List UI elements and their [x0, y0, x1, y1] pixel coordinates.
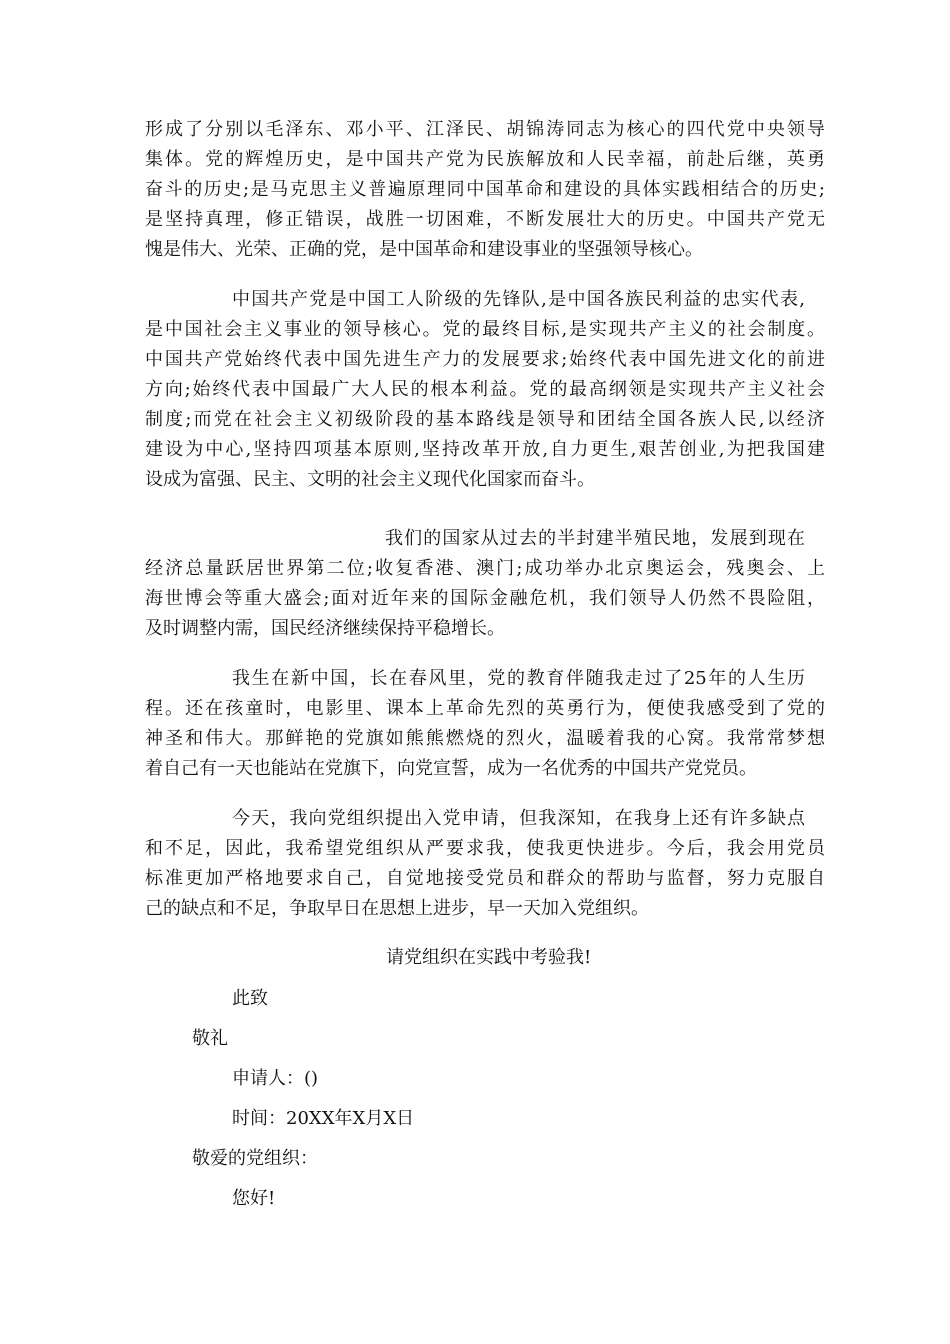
date-line: 时间：20XX年X月X日 [232, 1108, 415, 1129]
applicant-line: 申请人：() [232, 1068, 319, 1089]
paragraph-1-line-4: 是坚持真理，修正错误，战胜一切困难，不断发展壮大的历史。中国共产党无 [145, 209, 825, 230]
paragraph-4-line-4: 着自己有一天也能站在党旗下，向党宣誓，成为一名优秀的中国共产党党员。 [145, 758, 757, 779]
next-letter-salutation: 敬爱的党组织： [192, 1148, 318, 1169]
paragraph-1-line-1: 形成了分别以毛泽东、邓小平、江泽民、胡锦涛同志为核心的四代党中央领导 [145, 119, 825, 140]
paragraph-1-line-2: 集体。党的辉煌历史，是中国共产党为民族解放和人民幸福，前赴后继，英勇 [145, 149, 825, 170]
paragraph-3-line-2: 经济总量跃居世界第二位;收复香港、澳门;成功举办北京奥运会，残奥会、上 [145, 558, 825, 579]
paragraph-2-line-5: 制度;而党在社会主义初级阶段的基本路线是领导和团结全国各族人民,以经济 [145, 409, 825, 430]
paragraph-3-line-1: 我们的国家从过去的半封建半殖民地，发展到现在 [385, 528, 805, 549]
paragraph-5-line-2: 和不足，因此，我希望党组织从严要求我，使我更快进步。今后，我会用党员 [145, 838, 825, 859]
paragraph-5-line-3: 标准更加严格地要求自己，自觉地接受党员和群众的帮助与监督，努力克服自 [145, 868, 825, 889]
paragraph-2-line-1: 中国共产党是中国工人阶级的先锋队,是中国各族民利益的忠实代表, [232, 289, 805, 310]
closing-exam-line: 请党组织在实践中考验我! [386, 947, 592, 968]
paragraph-3-line-4: 及时调整内需，国民经济继续保持平稳增长。 [145, 618, 505, 639]
paragraph-2-line-7: 设成为富强、民主、文明的社会主义现代化国家而奋斗。 [145, 469, 595, 490]
paragraph-4-line-3: 神圣和伟大。那鲜艳的党旗如熊熊燃烧的烈火，温暖着我的心窝。我常常梦想 [145, 728, 825, 749]
paragraph-2-line-2: 是中国社会主义事业的领导核心。党的最终目标,是实现共产主义的社会制度。 [145, 319, 825, 340]
paragraph-5-line-1: 今天，我向党组织提出入党申请，但我深知，在我身上还有许多缺点 [232, 808, 805, 829]
closing-jingli: 敬礼 [192, 1028, 228, 1049]
paragraph-1-line-5: 愧是伟大、光荣、正确的党，是中国革命和建设事业的坚强领导核心。 [145, 239, 703, 260]
paragraph-2-line-3: 中国共产党始终代表中国先进生产力的发展要求;始终代表中国先进文化的前进 [145, 349, 825, 370]
closing-cizhi: 此致 [232, 988, 268, 1009]
paragraph-4-line-2: 程。还在孩童时，电影里、课本上革命先烈的英勇行为，便使我感受到了党的 [145, 698, 825, 719]
paragraph-4-line-1: 我生在新中国，长在春风里，党的教育伴随我走过了25年的人生历 [232, 668, 805, 689]
next-letter-greeting: 您好! [232, 1188, 276, 1209]
paragraph-1-line-3: 奋斗的历史;是马克思主义普遍原理同中国革命和建设的具体实践相结合的历史; [145, 179, 825, 200]
paragraph-2-line-4: 方向;始终代表中国最广大人民的根本利益。党的最高纲领是实现共产主义社会 [145, 379, 825, 400]
paragraph-5-line-4: 己的缺点和不足，争取早日在思想上进步，早一天加入党组织。 [145, 898, 649, 919]
paragraph-2-line-6: 建设为中心,坚持四项基本原则,坚持改革开放,自力更生,艰苦创业,为把我国建 [145, 439, 825, 460]
paragraph-3-line-3: 海世博会等重大盛会;面对近年来的国际金融危机，我们领导人仍然不畏险阻， [145, 588, 825, 609]
